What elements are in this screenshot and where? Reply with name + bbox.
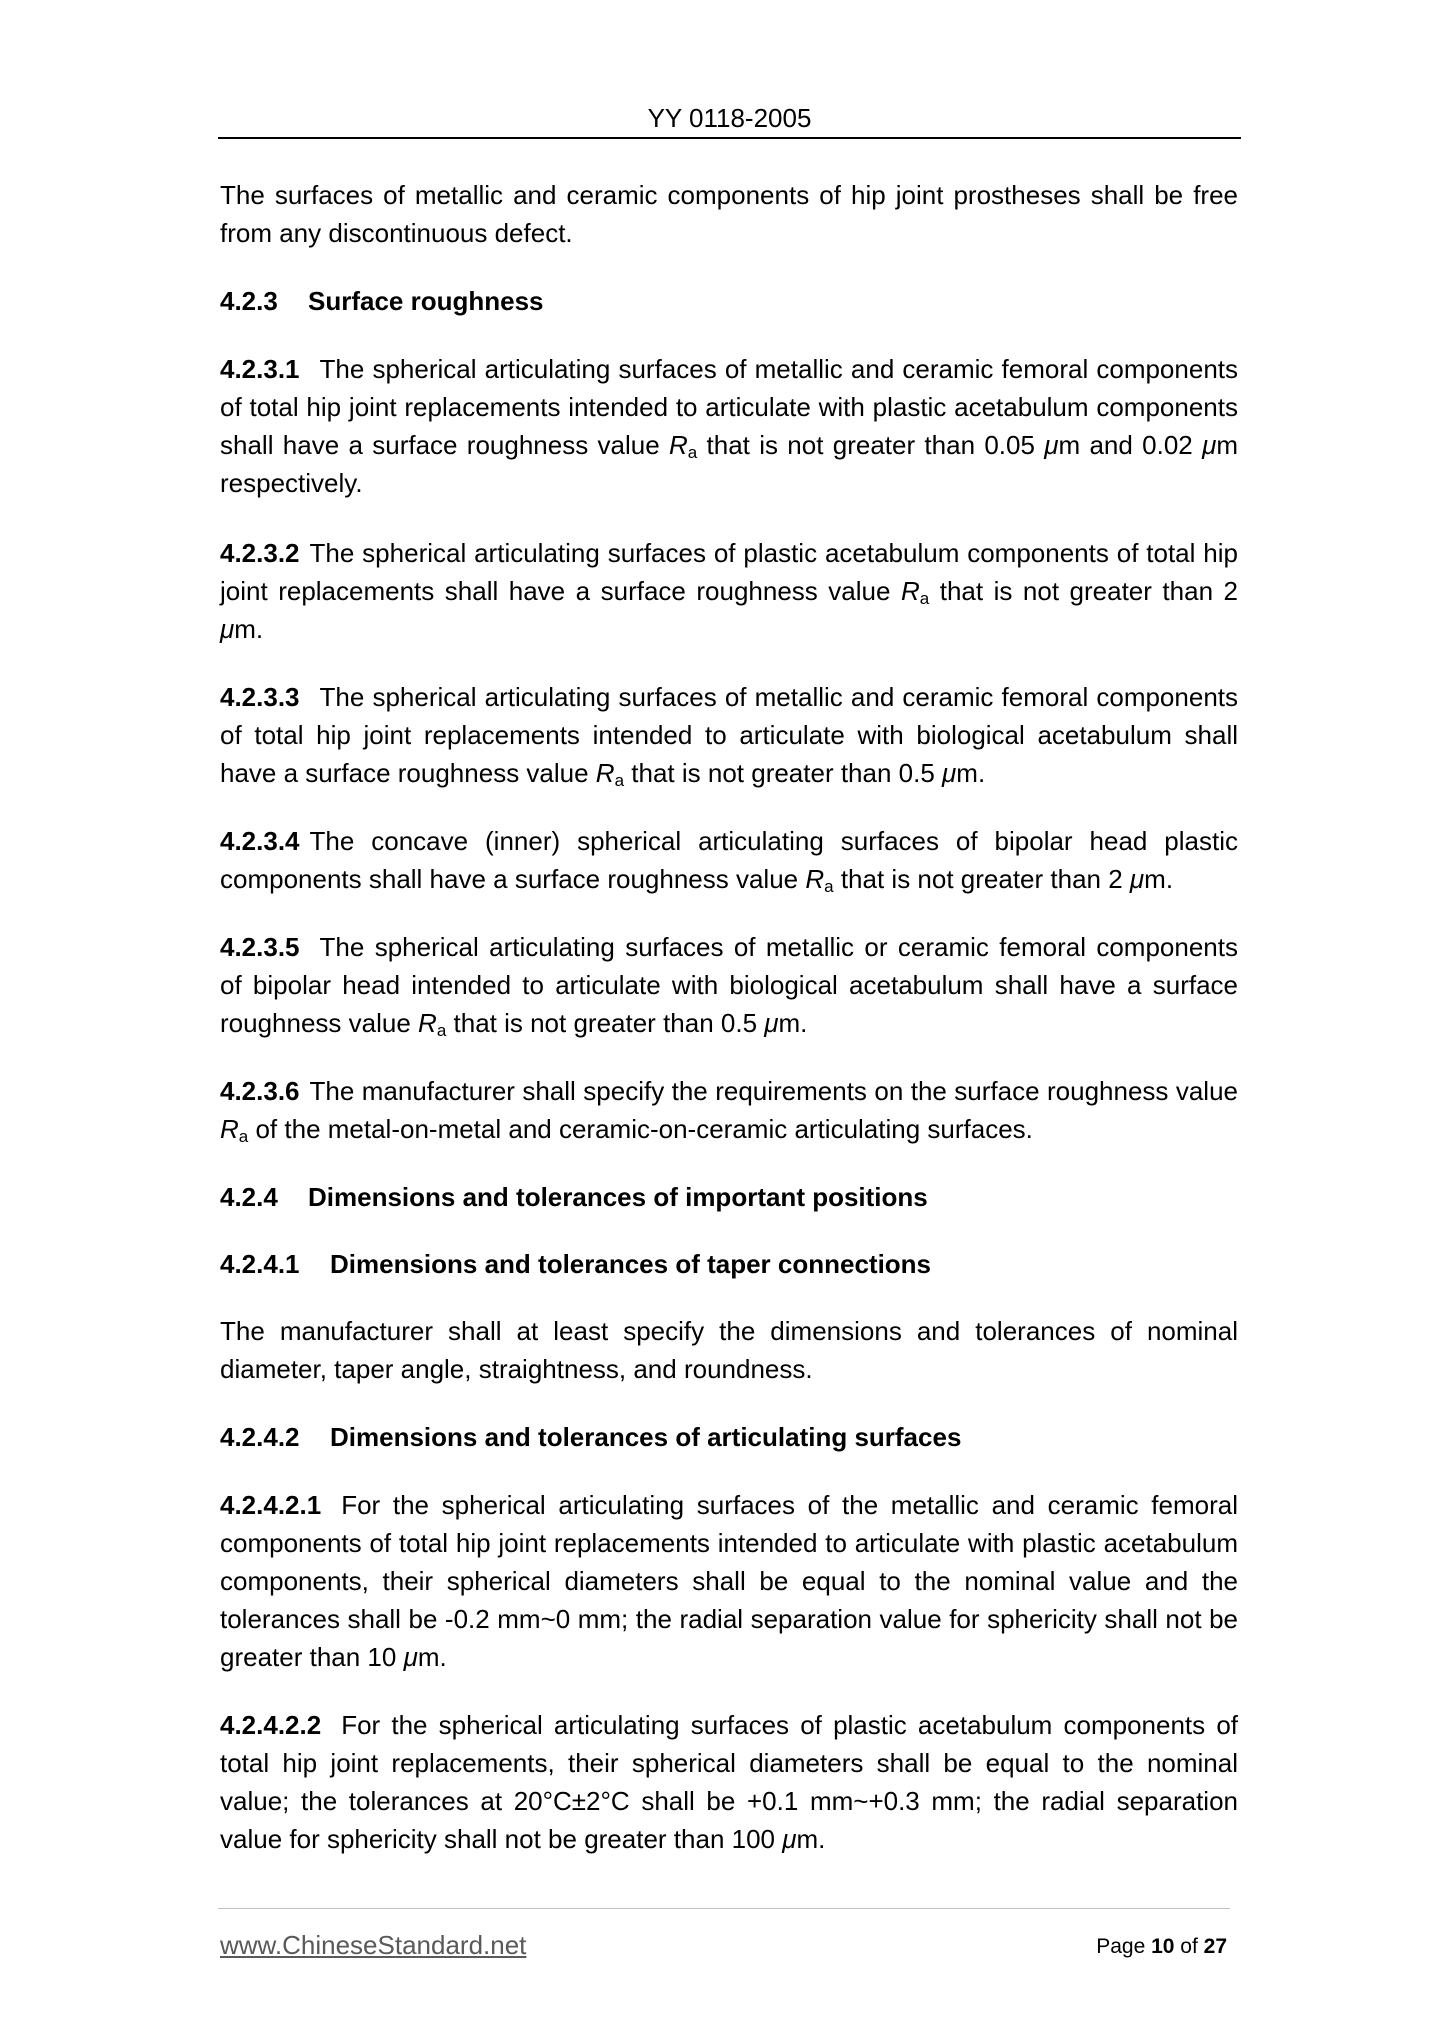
section-heading-4-2-4-2	[220, 1418, 961, 1456]
intro-paragraph	[220, 176, 1238, 252]
micro-symbol: μ	[220, 614, 235, 644]
roughness-subscript: a	[687, 443, 698, 462]
clause-4-2-3-1	[220, 350, 1238, 502]
clause-number: 4.2.3.1	[220, 354, 300, 384]
micro-symbol: μ	[1044, 430, 1059, 460]
micro-symbol: μ	[764, 1008, 779, 1038]
clause-text: The spherical articulating surfaces of plastic acetabulum components of total hip joint replacements shall have a surface roughness value	[220, 538, 1238, 606]
roughness-symbol: R	[900, 576, 920, 606]
clause-text: m.	[234, 614, 264, 644]
clause-text: m.	[417, 1642, 447, 1672]
clause-text: For the spherical articulating surfaces of the metallic and ceramic femoral components of total hip joint replacements intended to articulate with plastic acetabulum components, their spherical diameters shall be equal to the nominal value and the tolerances shall be -0.2 mm~0 mm; the radial separation value for sphericity shall not be greater than 10	[220, 1490, 1238, 1672]
footer-divider	[218, 1908, 1230, 1909]
clause-4-2-4-2-2	[220, 1706, 1238, 1858]
roughness-symbol: R	[805, 864, 825, 894]
section-heading-4-2-4	[220, 1178, 928, 1216]
clause-text: that is not greater than 0.05	[697, 430, 1045, 460]
clause-number: 4.2.3.4	[220, 826, 300, 856]
roughness-symbol: R	[220, 1114, 239, 1144]
clause-text: m.	[778, 1008, 808, 1038]
clause-text: The spherical articulating surfaces of metallic and ceramic femoral components of total hip joint replacements intended to articulate with plastic acetabulum components shall have a surface roughness value	[220, 354, 1238, 460]
roughness-subscript: a	[614, 771, 625, 790]
clause-number: 4.2.3.3	[220, 682, 300, 712]
header-divider	[218, 137, 1241, 139]
footer-website-link[interactable]: www.ChineseStandard.net	[220, 1930, 527, 1960]
roughness-subscript: a	[436, 1021, 447, 1040]
section-title: Dimensions and tolerances of articulating surfaces	[330, 1422, 962, 1452]
clause-text: m.	[956, 758, 986, 788]
page-current: 10	[1151, 1935, 1175, 1958]
clause-text: that is not greater than 0.5	[624, 758, 943, 788]
section-title: Dimensions and tolerances of important positions	[308, 1182, 928, 1212]
clause-number: 4.2.3.5	[220, 932, 300, 962]
clause-text: The spherical articulating surfaces of metallic and ceramic femoral components of total hip joint replacements intended to articulate with biological acetabulum shall have a surface roughness value	[220, 682, 1238, 788]
roughness-symbol: R	[418, 1008, 437, 1038]
section-number: 4.2.3	[220, 286, 278, 316]
paragraph-text: The manufacturer shall at least specify the dimensions and tolerances of nominal diameter, taper angle, straightness, and roundness.	[220, 1316, 1238, 1384]
section-heading-4-2-4-1	[220, 1245, 931, 1283]
roughness-symbol: R	[595, 758, 615, 788]
section-number: 4.2.4.1	[220, 1249, 300, 1279]
roughness-symbol: R	[668, 430, 688, 460]
clause-text: The concave (inner) spherical articulating surfaces of bipolar head plastic components shall have a surface roughness value	[220, 826, 1238, 894]
page-of: of	[1174, 1935, 1204, 1958]
clause-text: m and 0.02	[1058, 430, 1203, 460]
clause-text: The spherical articulating surfaces of metallic or ceramic femoral components of bipolar head intended to articulate with biological acetabulum shall have a surface roughness value	[220, 932, 1238, 1038]
clause-text: of the metal-on-metal and ceramic-on-ceramic articulating surfaces.	[248, 1114, 1033, 1144]
clause-text: m.	[1144, 864, 1174, 894]
clause-number: 4.2.3.2	[220, 538, 300, 568]
clause-4-2-3-6	[220, 1072, 1238, 1148]
clause-4-2-3-5	[220, 928, 1238, 1042]
clause-text: that is not greater than 2	[833, 864, 1130, 894]
section-title: Dimensions and tolerances of taper connections	[330, 1249, 932, 1279]
page-prefix: Page	[1096, 1935, 1152, 1958]
taper-paragraph	[220, 1312, 1238, 1388]
clause-number: 4.2.4.2.2	[220, 1710, 322, 1740]
micro-symbol: μ	[1202, 430, 1217, 460]
section-number: 4.2.4.2	[220, 1422, 300, 1452]
roughness-subscript: a	[919, 589, 930, 608]
micro-symbol: μ	[1129, 864, 1145, 894]
micro-symbol: μ	[942, 758, 957, 788]
section-heading-4-2-3	[220, 282, 544, 320]
micro-symbol: μ	[403, 1642, 418, 1672]
clause-text: m respectively.	[220, 430, 1238, 498]
clause-text: m.	[796, 1824, 826, 1854]
section-title: Surface roughness	[308, 286, 544, 316]
roughness-subscript: a	[238, 1127, 249, 1146]
page-header-title: YY 0118-2005	[647, 103, 812, 133]
clause-4-2-3-4	[220, 822, 1238, 898]
clause-text: that is not greater than 0.5	[446, 1008, 765, 1038]
clause-4-2-3-2	[220, 534, 1238, 648]
clause-number: 4.2.4.2.1	[220, 1490, 322, 1520]
roughness-subscript: a	[824, 877, 834, 896]
page-total: 27	[1203, 1935, 1227, 1958]
clause-text: that is not greater than 2	[929, 576, 1239, 606]
clause-text: For the spherical articulating surfaces of plastic acetabulum components of total hip joint replacements, their spherical diameters shall be equal to the nominal value; the tolerances at 20°C±2°C shall be +0.1 mm~+0.3 mm; the radial separation value for sphericity shall not be greater than 100	[220, 1710, 1238, 1854]
clause-number: 4.2.3.6	[220, 1076, 300, 1106]
intro-text: The surfaces of metallic and ceramic components of hip joint prostheses shall be free from any discontinuous defect.	[220, 180, 1238, 248]
clause-4-2-3-3	[220, 678, 1238, 792]
page-number	[1096, 1932, 1227, 1962]
section-number: 4.2.4	[220, 1182, 278, 1212]
clause-text: The manufacturer shall specify the requirements on the surface roughness value	[309, 1076, 1238, 1106]
clause-4-2-4-2-1	[220, 1486, 1238, 1676]
micro-symbol: μ	[782, 1824, 797, 1854]
